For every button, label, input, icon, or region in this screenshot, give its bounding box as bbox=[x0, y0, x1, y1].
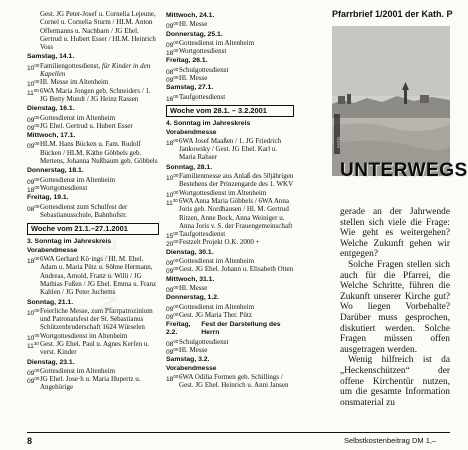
entry-text: Wortgottesdienst im Altenheim bbox=[40, 331, 128, 340]
schedule-entry bbox=[166, 47, 294, 58]
entry-minute: 00 bbox=[173, 258, 179, 264]
schedule-entry bbox=[27, 121, 159, 133]
entry-hour: 09 bbox=[166, 313, 174, 321]
schedule-entry bbox=[166, 93, 294, 101]
schedule-entry bbox=[166, 197, 294, 230]
entry-text: Gest. JG Ehel. Paul u. Agnes Kerfen u. verst. Kinder bbox=[40, 339, 150, 357]
entry-minute: 00 bbox=[173, 284, 179, 290]
sunday-title: 4. Sonntag im Jahreskreis bbox=[166, 120, 251, 128]
entry-minute: 00 bbox=[34, 176, 40, 182]
schedule-entry bbox=[27, 366, 159, 378]
entry-text: Gottesdienst im Altenheim bbox=[40, 113, 116, 122]
entry-time bbox=[166, 346, 178, 357]
entry-minute: 30 bbox=[33, 340, 39, 346]
day-date: Freitag, 19.1. bbox=[27, 194, 69, 202]
entry-text: Hl. Messe bbox=[179, 74, 208, 83]
entry-minute: 00 bbox=[173, 239, 179, 245]
entry-minute: 00 bbox=[173, 311, 179, 317]
schedule-entry bbox=[27, 340, 159, 357]
banner-title: UNTERWEGS bbox=[340, 160, 468, 181]
schedule-entry bbox=[27, 307, 159, 332]
article-paragraph: gerade an der Jahrwende stellen sich viele die Frage: Wie geht es weitergehen? Welche Zukunft gehen wir entgegen? bbox=[340, 207, 450, 260]
entry-text: JG Ehel. Gertrud u. Hubert Esser bbox=[40, 121, 133, 130]
schedule-entry bbox=[166, 230, 294, 241]
entry-text: Schulgottesdienst bbox=[179, 337, 229, 346]
entry-hour: 09 bbox=[166, 77, 174, 85]
entry-minute: 00 bbox=[34, 62, 40, 68]
schedule-entry bbox=[27, 114, 159, 122]
day-date: Dienstag, 30.1. bbox=[166, 248, 214, 256]
schedule-entry bbox=[27, 140, 159, 165]
entry-text: Wortgottesdienst im Altenheim bbox=[179, 188, 267, 197]
watermark: ONLINE bbox=[96, 234, 121, 330]
entry-time bbox=[166, 373, 178, 384]
entry-text: 6WA Anna Maria Göbbels / 6WA Anna Joris geb. Nordhausen / Hl. M. Gertrud Ritzen, Anne Bock, Anna Weiniger u. Anna Joris v. S. der Frauengemeinschaft bbox=[179, 196, 293, 230]
landscape-photo bbox=[332, 26, 450, 176]
entry-time bbox=[166, 47, 178, 58]
schedule-entry bbox=[166, 172, 294, 189]
vorabend-label: Vorabendmesse bbox=[27, 246, 78, 254]
schedule-entry bbox=[166, 20, 294, 31]
entry-hour: 09 bbox=[166, 23, 174, 31]
entry-hour: 09 bbox=[27, 125, 35, 133]
entry-text: Hl. Messe im Altenheim bbox=[40, 78, 109, 87]
entry-minute: 00 bbox=[34, 256, 40, 262]
entry-text: Schulgottesdienst bbox=[179, 65, 229, 74]
entry-hour: 08 bbox=[166, 340, 174, 348]
entry-hour: 09 bbox=[166, 287, 174, 295]
entry-time bbox=[166, 265, 178, 276]
vorabend-label: Vorabendmesse bbox=[166, 364, 217, 372]
entry-hour: 18 bbox=[166, 50, 174, 58]
schedule-entry bbox=[27, 375, 159, 392]
entry-minute: 00 bbox=[34, 141, 40, 147]
entry-hour: 09 bbox=[27, 178, 35, 186]
article-paragraph: Wenig hilfreich ist da „Heckenschützen“ der offene Kirchentür nutzen, um die gesamte Information onsmaterial zu bbox=[340, 355, 450, 408]
day-date: Mittwoch, 24.1. bbox=[166, 12, 215, 19]
schedule-entry bbox=[166, 257, 294, 268]
entry-minute: 00 bbox=[173, 93, 179, 99]
entry-hour: 09 bbox=[166, 260, 174, 268]
entry-time bbox=[166, 284, 178, 295]
entry-time bbox=[166, 137, 178, 148]
entry-hour: 10 bbox=[27, 64, 35, 72]
entry-hour: 18 bbox=[27, 258, 35, 266]
photo-image bbox=[332, 26, 450, 176]
entry-minute: 00 bbox=[34, 114, 40, 120]
schedule-entry bbox=[166, 283, 294, 295]
entry-minute: 00 bbox=[173, 173, 179, 179]
day-date: Donnerstag, 25.1. bbox=[166, 30, 223, 38]
entry-minute: 00 bbox=[34, 332, 40, 338]
entry-hour: 09 bbox=[27, 143, 35, 151]
entry-minute: 00 bbox=[173, 48, 179, 54]
entry-text: Gottesdienst im Altenheim bbox=[179, 257, 255, 266]
day-date: Dienstag, 23.1. bbox=[27, 358, 75, 366]
entry-text: Wortgottesdienst bbox=[179, 47, 227, 56]
entry-hour: 09 bbox=[166, 268, 174, 276]
day-date: Sonntag, 21.1. bbox=[27, 298, 74, 306]
entry-text: Familiengottesdienst, bbox=[40, 61, 102, 70]
schedule-entry bbox=[166, 303, 294, 311]
day-date: Mittwoch, 31.1. bbox=[166, 275, 215, 283]
entry-time bbox=[27, 375, 39, 386]
entry-hour: 18 bbox=[166, 376, 174, 384]
schedule-entry bbox=[166, 345, 294, 357]
entry-hour: 11 bbox=[27, 89, 34, 97]
schedule-column-2 bbox=[166, 10, 294, 389]
footer-price: Selbstkostenbeitrag DM 1,– bbox=[344, 436, 437, 445]
entry-hour: 10 bbox=[27, 334, 35, 342]
entry-note: für Kinder in den Kapellen bbox=[40, 61, 151, 79]
entry-time bbox=[27, 122, 39, 133]
entry-minute: 00 bbox=[34, 376, 40, 382]
schedule-entry bbox=[166, 189, 294, 197]
entry-time bbox=[27, 184, 39, 195]
entry-minute: 00 bbox=[173, 231, 179, 237]
entry-hour: 16 bbox=[166, 95, 174, 103]
schedule-entry bbox=[27, 183, 159, 195]
entry-text: Festzelt Projekt O.K. 2000 + bbox=[179, 238, 260, 247]
schedule-entry bbox=[27, 255, 159, 296]
schedule-entry bbox=[166, 373, 294, 390]
entry-text: Taufgottesdienst bbox=[179, 230, 226, 239]
entry-hour: 08 bbox=[27, 205, 35, 213]
schedule-entry bbox=[27, 87, 159, 104]
week-heading: Woche vom 28.1. – 3.2.2001 bbox=[166, 105, 294, 117]
entry-time bbox=[27, 140, 39, 151]
schedule-entry bbox=[166, 66, 294, 74]
schedule-entry bbox=[166, 265, 294, 276]
entry-text: Hl. Messe bbox=[179, 20, 208, 29]
entry-minute: 00 bbox=[34, 307, 40, 313]
entry-minute: 00 bbox=[173, 346, 179, 352]
vorabend-label: Vorabendmesse bbox=[166, 128, 217, 136]
entry-minute: 00 bbox=[173, 66, 179, 72]
schedule-entry bbox=[166, 238, 294, 249]
day-date: Sonntag, 28.1. bbox=[166, 163, 213, 171]
entry-hour: 11 bbox=[27, 343, 34, 351]
entry-text: Familienmesse aus Anlaß des 50jährigen Bestehens der Prinzengarde des 1. WKV bbox=[179, 172, 294, 189]
entry-minute: 00 bbox=[34, 184, 40, 190]
entry-hour: 10 bbox=[166, 191, 174, 199]
schedule-entry bbox=[166, 137, 294, 162]
schedule-entry bbox=[27, 176, 159, 184]
entry-time bbox=[166, 311, 178, 322]
entry-time bbox=[166, 74, 178, 85]
schedule-entry bbox=[166, 338, 294, 346]
day-date: Freitag, 2.2. bbox=[166, 321, 191, 337]
entry-text: 6WA Maria Jongen geb. Schneiders / 1. JG Betty Mundt / JG Heinz Rassen bbox=[40, 86, 151, 103]
article-body bbox=[340, 207, 450, 408]
entry-text: Gottesdienst im Altenheim bbox=[40, 366, 116, 375]
entry-hour: 18 bbox=[166, 140, 174, 148]
entry-time bbox=[166, 172, 178, 183]
entry-text: Taufgottesdienst bbox=[179, 92, 226, 101]
entry-minute: 30 bbox=[172, 197, 178, 203]
article-column bbox=[332, 9, 453, 19]
svg-text:FOTO: FOTO bbox=[336, 136, 341, 148]
entry-minute: 00 bbox=[33, 87, 39, 93]
entry-minute: 00 bbox=[34, 203, 40, 209]
entry-minute: 00 bbox=[173, 21, 179, 27]
entry-time bbox=[166, 93, 178, 104]
entry-text: Feierliche Messe, zum Pfarrpatrozinium und Patronatsfest der St. Sebastianus Schützenbruderschaft 1624 Würselen bbox=[40, 306, 153, 332]
entry-text: JG Ehel. Jose·h u. Maria Hupertz u. Angehörige bbox=[40, 375, 141, 392]
week-heading: Woche vom 21.1.–27.1.2001 bbox=[27, 223, 159, 235]
day-date: Samstag, 27.1. bbox=[166, 84, 214, 92]
entry-minute: 00 bbox=[173, 39, 179, 45]
entry-minute: 00 bbox=[173, 338, 179, 344]
entry-time bbox=[27, 62, 39, 73]
entry-hour: 08 bbox=[166, 68, 174, 76]
entry-text: Gottesdienst im Altenheim bbox=[179, 302, 255, 311]
entry-time bbox=[27, 340, 39, 351]
entry-minute: 00 bbox=[34, 79, 40, 85]
entry-minute: 00 bbox=[173, 266, 179, 272]
entry-hour: 10 bbox=[27, 81, 35, 89]
entry-time bbox=[27, 203, 39, 214]
footer-rule bbox=[27, 432, 450, 433]
schedule-entry bbox=[166, 311, 294, 319]
entry-text: 6WA Gerhard Kö·ings / Hl. M. Ehel. Adam u. Maria Pütz u. Söhne Hermann, Andreas, Arnold, Franz u. Willi / JG Mathias Fußen / JG Ehel. Emma u. Franz Kahlen / JG Peter Juchems bbox=[40, 255, 157, 297]
schedule-entry bbox=[27, 78, 159, 89]
entry-time bbox=[166, 197, 178, 208]
entry-hour: 09 bbox=[27, 370, 35, 378]
entry-minute: 00 bbox=[173, 75, 179, 81]
schedule-entry bbox=[166, 38, 294, 50]
schedule-entry bbox=[27, 203, 159, 220]
schedule-entry bbox=[27, 62, 159, 79]
entry-minute: 00 bbox=[173, 373, 179, 379]
schedule-entry bbox=[166, 74, 294, 85]
day-date: Donnerstag, 18.1. bbox=[27, 167, 84, 175]
day-date: Samstag, 3.2. bbox=[166, 356, 210, 364]
entry-hour: 20 bbox=[166, 241, 174, 249]
entry-text: Hl. Messe bbox=[179, 283, 208, 292]
entry-hour: 10 bbox=[166, 175, 174, 183]
entry-minute: 00 bbox=[34, 367, 40, 373]
entry-text: 6WA Josef Maaßen / 1. JG Friedrich Jankowsky / Gest. JG Ehel. Karl u. Maria Rahser bbox=[179, 136, 282, 162]
day-date: Dienstag, 16.1. bbox=[27, 105, 75, 113]
page-number: 8 bbox=[27, 436, 33, 446]
day-date: Samstag, 14.1. bbox=[27, 53, 75, 61]
entry-time bbox=[27, 87, 39, 98]
entry-text: Gottesdienst im Altenheim bbox=[40, 175, 116, 184]
header-right: Pfarrbrief 1/2001 der Kath. P bbox=[332, 9, 453, 19]
feast-name: Fest der Darstellung des Herrn bbox=[201, 321, 281, 337]
entry-hour: 09 bbox=[27, 378, 35, 386]
entry-hour: 09 bbox=[166, 42, 174, 50]
entry-hour: 10 bbox=[27, 309, 35, 317]
day-date: Donnerstag, 1.2. bbox=[166, 294, 219, 302]
entry-time bbox=[166, 20, 178, 31]
article-paragraph: Solche Fragen stellen sich auch für die Pfarrei, die Welche Schritte, führen die Zukunft unserer Kirche gut? Wo liegen Vorbehalte? Darüber muss gesprochen, diskutiert werden. Solche Fragen müssen offen ausgetragen werden. bbox=[340, 259, 450, 355]
entry-text: Gottesdienst zum Schulfest der Sebastianusschule, Bahnhofstr. bbox=[40, 202, 128, 219]
entry-hour: 09 bbox=[166, 305, 174, 313]
schedule-column-1 bbox=[27, 10, 159, 392]
entry-minute: 00 bbox=[34, 122, 40, 128]
day-date: Mittwoch, 17.1. bbox=[27, 132, 76, 140]
schedule-entry bbox=[27, 332, 159, 340]
sunday-title: 3. Sonntag im Jahreskreis bbox=[27, 238, 112, 246]
entry-hour: 09 bbox=[166, 349, 174, 357]
day-date: Freitag, 26.1. bbox=[166, 57, 208, 65]
entry-hour: 18 bbox=[27, 187, 35, 195]
entry-text: Hl. Messe bbox=[179, 345, 208, 354]
entry-text: Wortgottesdienst bbox=[40, 183, 88, 192]
entry-text: 6WA Odilia Formen geb. Schillings / Gest. JG Ehel. Heinrich u. Anni Jansen bbox=[179, 372, 289, 390]
entry-hour: 11 bbox=[166, 200, 173, 208]
entry-time bbox=[27, 255, 39, 266]
entry-time bbox=[27, 307, 39, 318]
day-heading bbox=[166, 321, 294, 338]
entry-minute: 00 bbox=[173, 137, 179, 143]
entry-text: Gest. JG Ehel. Johann u. Elisabeth Otten bbox=[179, 265, 294, 274]
continued-text: Gest. JG Peter-Josef u. Cornelia Lejeune, Cornel u. Cornelia Sturm / HLM. Anton Offermanns u. Nachbarn / JG Ehel. Gertrud u. Hubert Esser / HLM. Heinrich Voss bbox=[40, 10, 156, 52]
entry-minute: 00 bbox=[173, 303, 179, 309]
entry-minute: 00 bbox=[173, 189, 179, 195]
entry-hour: 15 bbox=[166, 233, 174, 241]
entry-text: Gottesdienst im Altenheim bbox=[179, 38, 255, 47]
entry-text: HLM. Hans Bücken u. Fam. Rudolf Bücken / HLM. Käthe Göbbels geb. Mertens, Johanna Nußbaum geb. Göbbels bbox=[40, 140, 158, 166]
entry-hour: 09 bbox=[27, 116, 35, 124]
entry-time bbox=[166, 238, 178, 249]
entry-text: Gest. JG Maria Ther. Pütz bbox=[179, 310, 252, 319]
